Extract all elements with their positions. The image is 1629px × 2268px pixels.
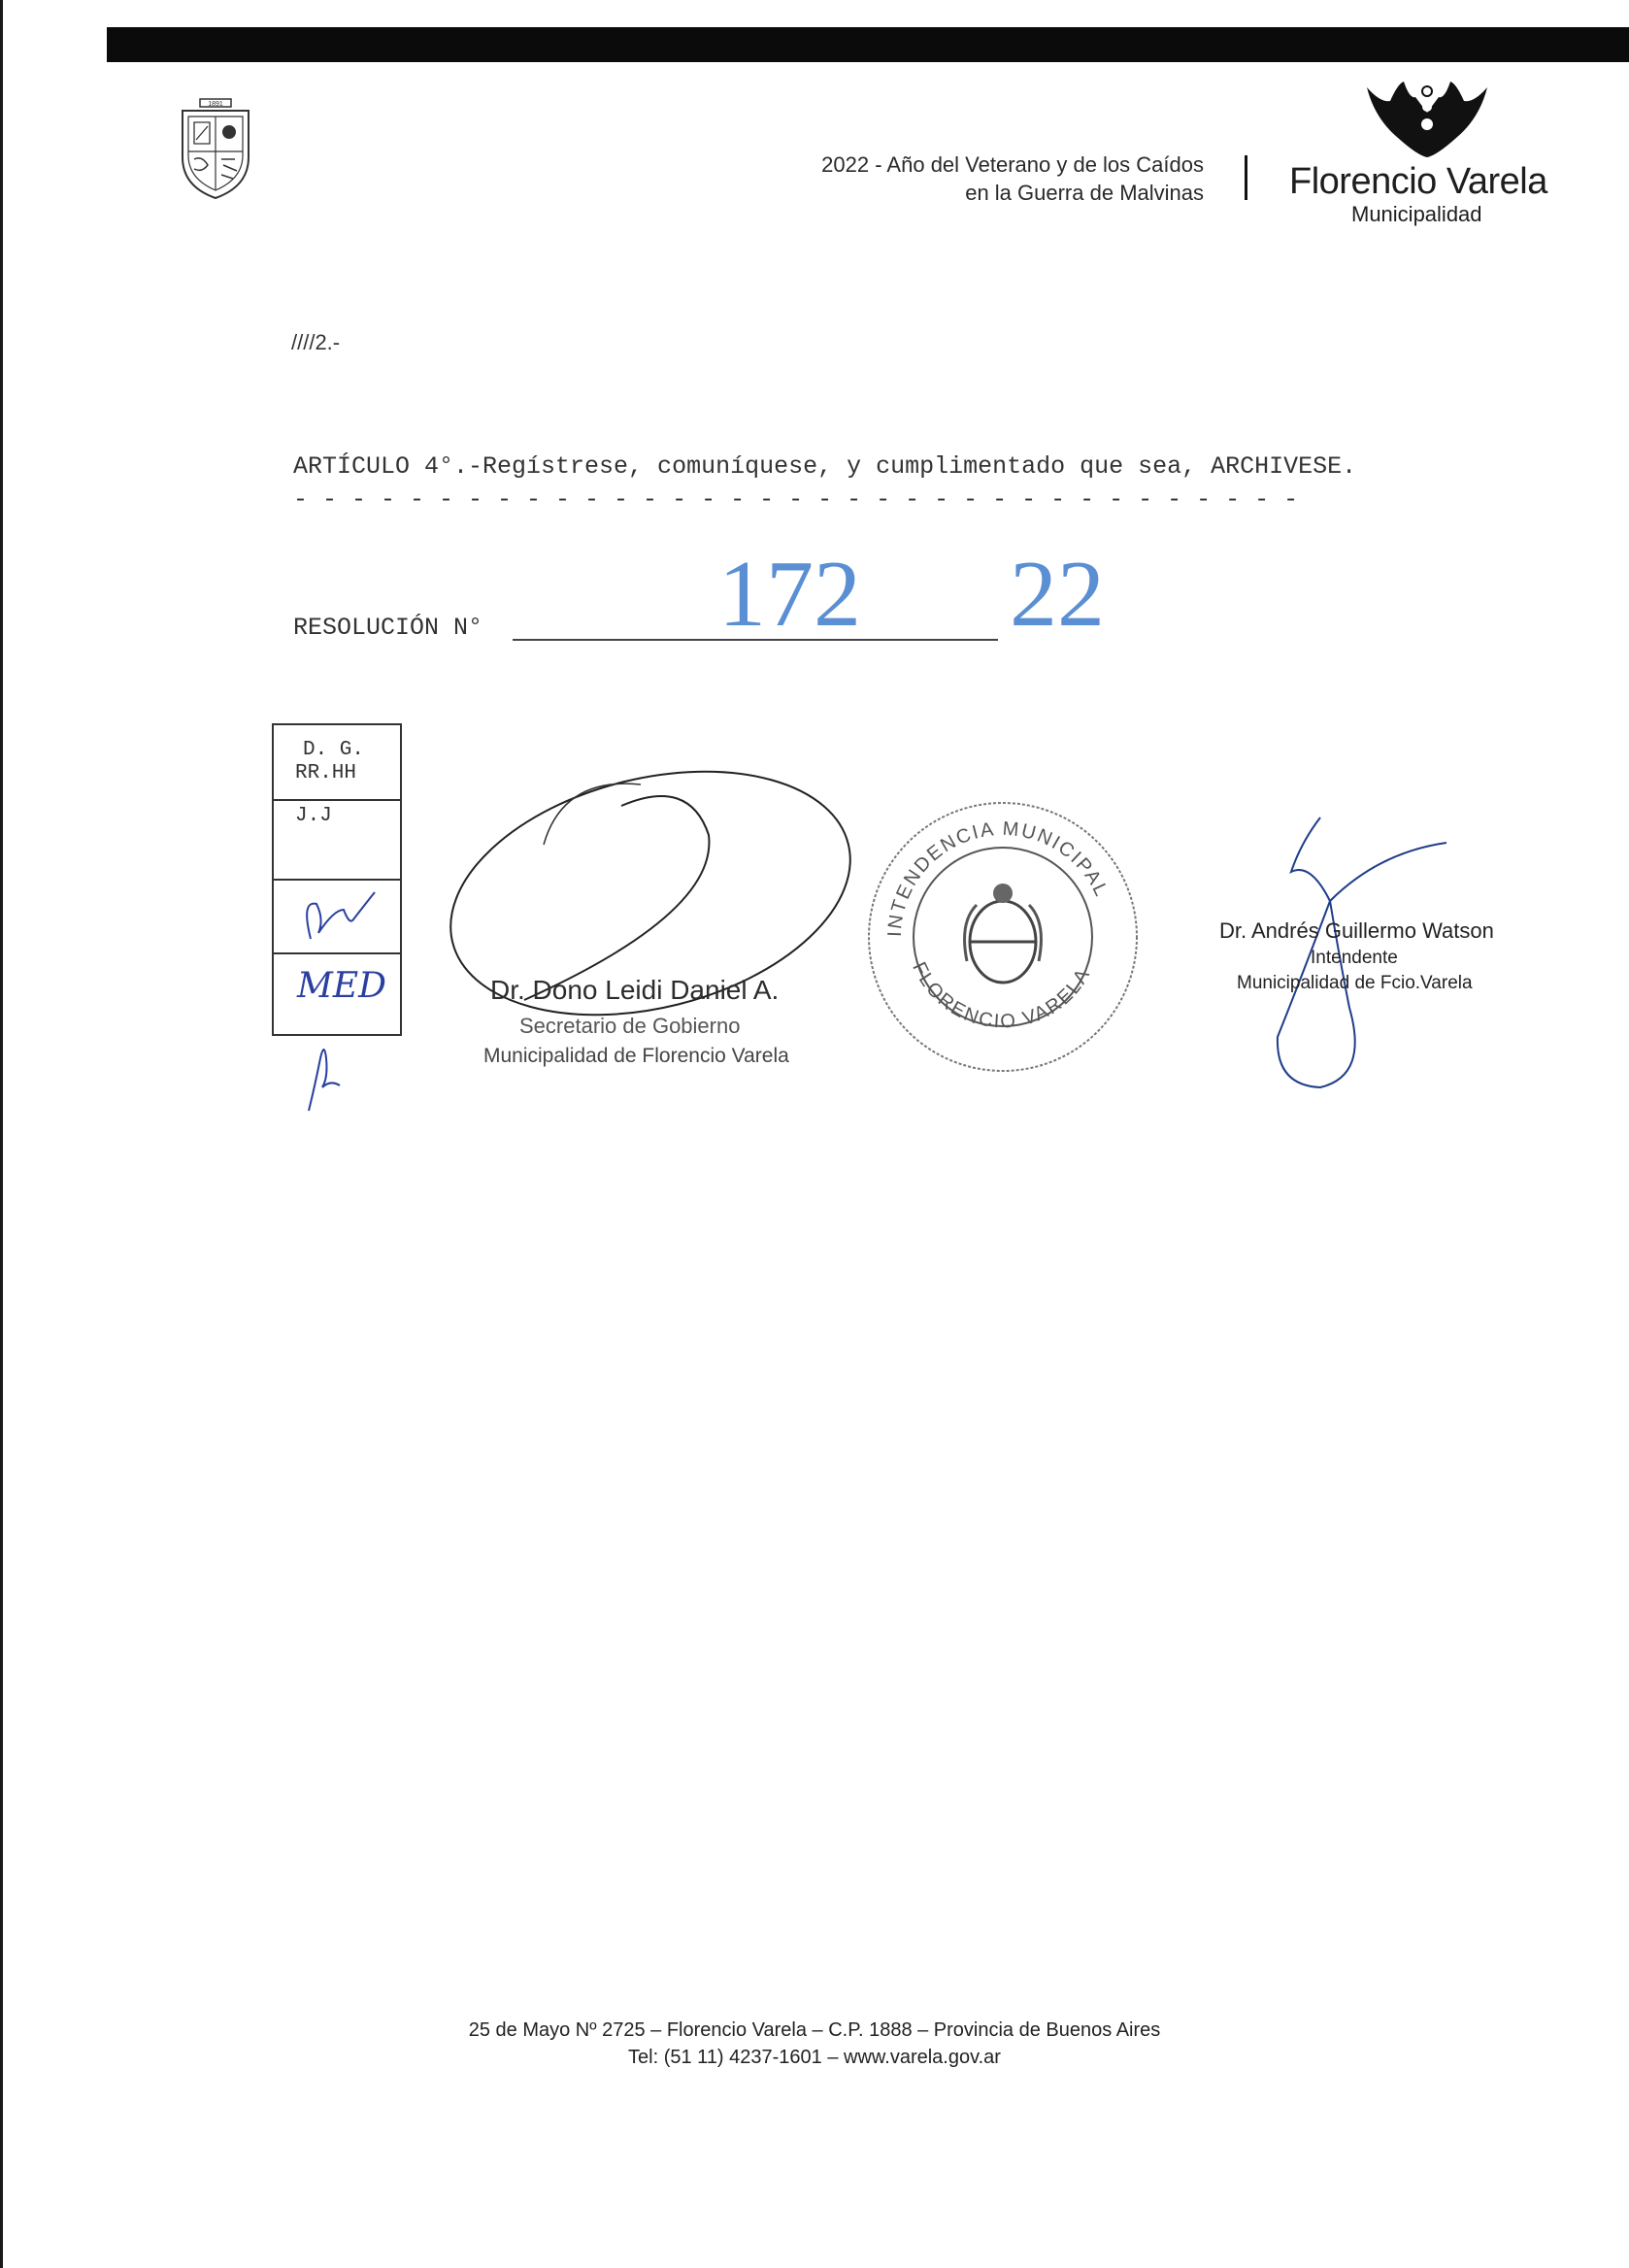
initials-mark-icon bbox=[301, 1029, 359, 1117]
resolution-year-stamp: 22 bbox=[1010, 542, 1105, 647]
initials-cell-jj bbox=[274, 801, 400, 881]
seal-top-text: INTENDENCIA MUNICIPAL bbox=[883, 817, 1114, 938]
initials-signature-icon bbox=[274, 881, 400, 952]
initials-cell-signature bbox=[274, 881, 400, 954]
page-marker: ////2.- bbox=[291, 330, 341, 354]
header-black-bar bbox=[107, 27, 1629, 62]
initials-cell-dg bbox=[274, 725, 400, 801]
resolution-number-stamp: 172 bbox=[718, 542, 861, 647]
brand-separator bbox=[1245, 155, 1247, 200]
secretary-name: Dr. Dono Leidi Daniel A. bbox=[490, 975, 780, 1005]
svg-text:INTENDENCIA MUNICIPAL bbox=[884, 818, 1113, 938]
year-motto-line1: 2022 - Año del Veterano y de los Caídos bbox=[821, 152, 1204, 177]
brand-name: Florencio Varela bbox=[1289, 161, 1547, 202]
initials-handwritten: MED bbox=[297, 966, 387, 1006]
seal-bottom-text: FLORENCIO VARELA bbox=[908, 958, 1095, 1033]
year-motto-line2: en la Guerra de Malvinas bbox=[965, 181, 1204, 205]
crest-year-label: 1891 bbox=[208, 101, 223, 108]
florencio-varela-logo-icon bbox=[1359, 80, 1495, 163]
footer-address: 25 de Mayo Nº 2725 – Florencio Varela – C.P. 1888 – Provincia de Buenos Aires bbox=[468, 2019, 1161, 2041]
mayor-municipality: Municipalidad de Fcio.Varela bbox=[1237, 973, 1473, 993]
footer-contact: Tel: (51 11) 4237-1601 – www.varela.gov.ar bbox=[628, 2047, 1001, 2068]
initials-row2: RR.HH bbox=[295, 762, 357, 784]
initials-box bbox=[272, 723, 402, 1036]
initials-row3: J.J bbox=[295, 805, 332, 827]
initials-row1: D. G. bbox=[303, 739, 365, 761]
municipal-crest-icon bbox=[175, 97, 256, 204]
secretary-role: Secretario de Gobierno bbox=[519, 1014, 741, 1038]
mayor-role: Intendente bbox=[1311, 948, 1398, 968]
municipal-seal-icon bbox=[862, 796, 1144, 1078]
secretary-municipality: Municipalidad de Florencio Varela bbox=[483, 1045, 789, 1067]
dash-separator: - - - - - - - - - - - - - - - - - - - - - - - - - - - - - - - - - - - bbox=[293, 485, 1299, 514]
resolution-label: RESOLUCIÓN N° bbox=[293, 614, 483, 642]
scan-edge bbox=[0, 0, 3, 2268]
article-text: ARTÍCULO 4°.-Regístrese, comuníquese, y cumplimentado que sea, ARCHIVESE. bbox=[293, 452, 1357, 481]
year-motto bbox=[821, 150, 1204, 207]
mayor-name: Dr. Andrés Guillermo Watson bbox=[1219, 918, 1494, 943]
svg-text:FLORENCIO VARELA bbox=[908, 959, 1095, 1033]
brand-subtitle: Municipalidad bbox=[1351, 202, 1482, 226]
initials-cell-handwritten bbox=[274, 954, 400, 1034]
